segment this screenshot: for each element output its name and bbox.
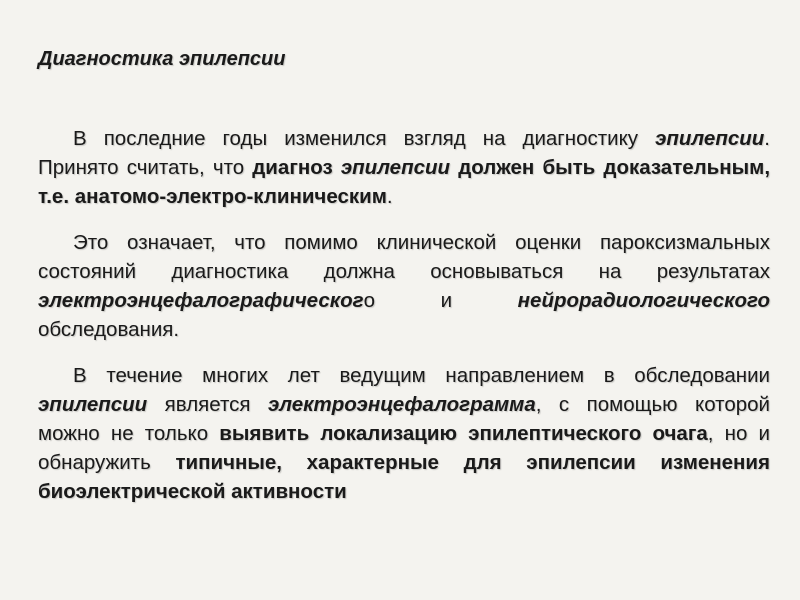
paragraph-3	[38, 361, 770, 506]
text-run: типичные, характерные для эпилепсии изменения биоэлектрической активности	[38, 451, 770, 503]
text-run: В течение многих лет ведущим направлением в обследовании	[73, 364, 770, 387]
text-run: диагноз	[252, 156, 341, 179]
text-run: обследования.	[38, 318, 180, 341]
slide-body	[38, 124, 770, 523]
text-run: эпилепсии	[655, 127, 765, 150]
slide-title: Диагностика эпилепсии	[38, 48, 286, 70]
text-run: должен быть доказательным, т.е. анатомо-электро-клиническим	[38, 156, 771, 208]
text-run: , с помощью которой можно не только	[38, 393, 770, 445]
text-run: В последние годы изменился взгляд на диагностику	[73, 127, 656, 150]
text-run: эпилепсии	[340, 156, 451, 179]
text-run: о и	[363, 289, 518, 312]
paragraph-1	[38, 124, 770, 211]
text-run: электроэнцефалограмма	[267, 393, 536, 416]
text-run: выявить локализацию эпилептического очага	[219, 422, 708, 445]
text-run: эпилепсии	[38, 393, 148, 416]
paragraph-2	[38, 228, 770, 344]
text-run: .	[386, 185, 393, 208]
text-run: Это означает, что помимо клинической оценки пароксизмальных состояний диагностика должна основываться на результатах	[38, 231, 770, 283]
text-run: электроэнцефалографическог	[38, 289, 364, 312]
text-run: . Принято считать, что	[38, 127, 770, 179]
text-run: , но и обнаружить	[38, 422, 770, 474]
text-run: является	[147, 393, 268, 416]
text-run: нейрорадиологического	[517, 289, 770, 312]
